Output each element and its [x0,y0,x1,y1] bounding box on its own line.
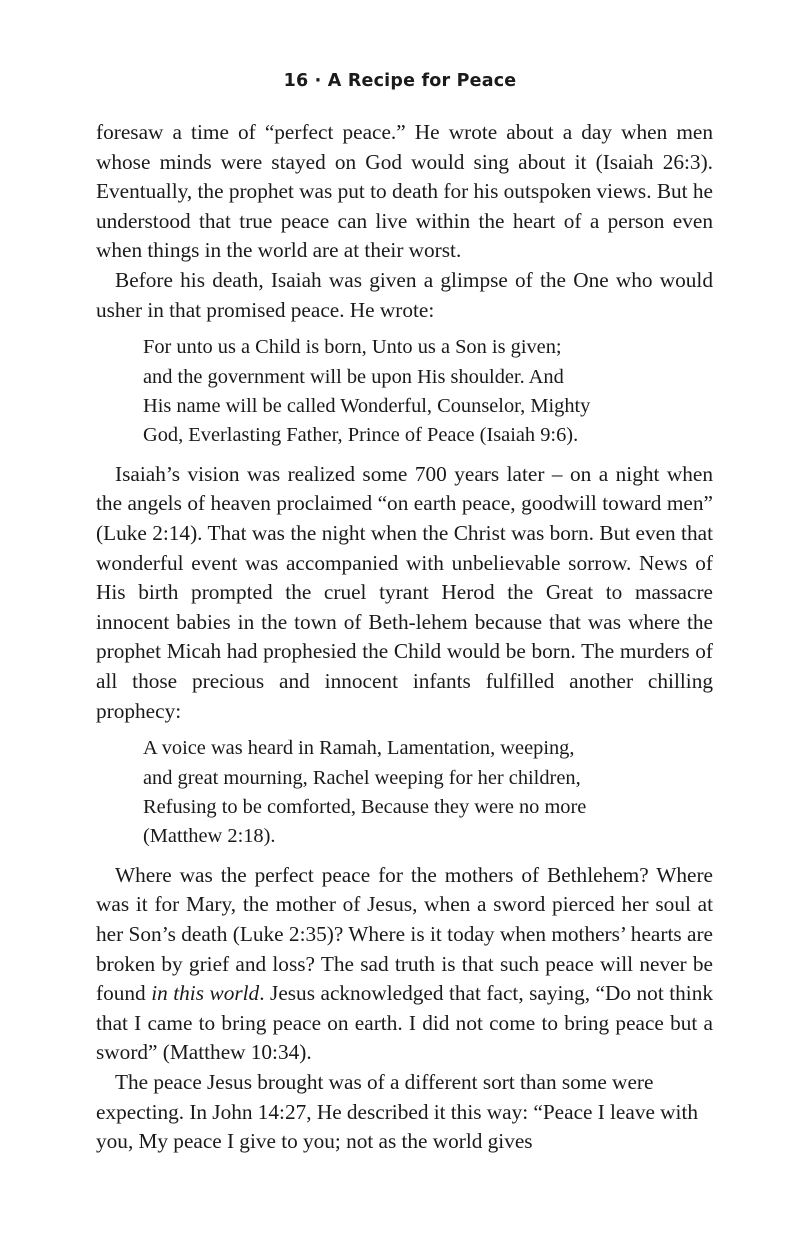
paragraph-before-his-death: Before his death, Isaiah was given a glimpse of the One who would usher in that promised peace. He wrote: [96,267,713,322]
spacer [96,451,713,460]
paragraph-text-lead: Where was the perfect peace for the mothers of Bethlehem? Where was it for Mary, the mother of Jesus, when a sword pierced her soul at her Son’s death (Luke 2:35)? Where is it today when mothers’ hearts are broken by grief and loss? The sad truth is that such peace will never be found [96,862,713,1006]
quote-line: Refusing to be comforted, Because they were no more [143,795,587,818]
quote-line: and the government will be upon His shoulder. And [143,365,564,388]
running-header: 16 · A Recipe for Peace [283,71,517,91]
spacer [96,726,713,734]
text-column [96,118,713,1157]
block-quote-matthew [96,734,713,852]
quote-line: and great mourning, Rachel weeping for her children, [143,766,581,789]
quote-line: A voice was heard in Ramah, Lamentation, weeping, [143,737,575,760]
block-quote-isaiah [96,333,713,451]
spacer [96,852,713,861]
spacer [96,325,713,333]
emphasis-in-this-world: in this world [151,981,260,1006]
quote-line: (Matthew 2:18). [143,825,276,848]
quote-line: God, Everlasting Father, Prince of Peace (Isaiah 9:6). [143,424,579,447]
paragraph-isaiahs-vision: Isaiah’s vision was realized some 700 years later – on a night when the angels of heaven proclaimed “on earth peace, goodwill toward men” (Luke 2:14). That was the night when the Christ was born. But even that wonderful event was accompanied with unbelievable sorrow. News of His birth prompted the cruel tyrant Herod the Great to massacre innocent babies in the town of Beth-lehem because that was where the prophet Micah had prophesied the Child would be born. The murders of all those precious and innocent infants fulfilled another chilling prophecy: [96,461,713,723]
paragraph-continued: foresaw a time of “perfect peace.” He wrote about a day when men whose minds were stayed on God would sing about it (Isaiah 26:3). Eventually, the prophet was put to death for his outspoken views. But he understood that true peace can live within the heart of a person even when things in the world are at their worst. [96,120,713,263]
paragraph-text-tail: . Jesus acknowledged that fact, saying, “Do not think that I came to bring peace on earth. I did not come to bring peace but a sword” (Matthew 10:34). [96,981,713,1065]
quote-line: For unto us a Child is born, Unto us a Son is given; [143,336,562,359]
quote-line: His name will be called Wonderful, Counselor, Mighty [143,394,591,417]
paragraph-peace-jesus-brought: The peace Jesus brought was of a different sort than some were expecting. In John 14:27, He described it this way: “Peace I leave with you, My peace I give to you; not as the world gives [96,1069,699,1154]
paragraph-where-was-peace [96,861,713,1068]
